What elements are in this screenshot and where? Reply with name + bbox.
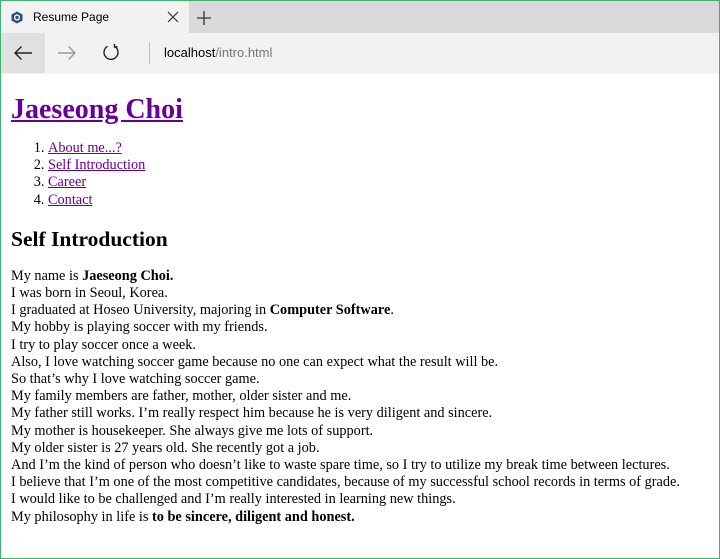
back-arrow-icon[interactable]	[1, 33, 45, 73]
tab-title: Resume Page	[33, 10, 110, 24]
intro-line: My older sister is 27 years old. She recently got a job.	[11, 439, 320, 456]
nav-link-career[interactable]: Career	[48, 174, 87, 191]
intro-text-span: .	[390, 302, 394, 319]
nav-item-self-introduction	[48, 157, 709, 174]
intro-line: My father still works. I’m really respect him because he is very diligent and sincere.	[11, 405, 493, 422]
address-path: /intro.html	[215, 45, 273, 60]
intro-line: I was born in Seoul, Korea.	[11, 285, 168, 302]
tab-strip	[1, 1, 719, 33]
intro-line: I believe that I’m one of the most competitive candidates, because of my successful school records in terms of grade.	[11, 474, 680, 491]
nav-item-career	[48, 174, 709, 191]
new-tab-plus-icon[interactable]	[193, 7, 215, 29]
name-bold: Jaeseong Choi.	[82, 267, 174, 284]
tab-resume-page[interactable]	[1, 1, 189, 33]
navigation-bar	[1, 33, 719, 74]
nav-list	[11, 140, 709, 209]
edge-favicon-icon	[11, 11, 23, 24]
intro-text	[11, 268, 709, 526]
nav-item-about	[48, 140, 709, 157]
page-content	[1, 94, 719, 526]
intro-text-span: My philosophy in life is	[11, 508, 152, 525]
nav-link-contact[interactable]: Contact	[48, 191, 93, 208]
intro-line: My family members are father, mother, older sister and me.	[11, 388, 352, 405]
address-host: localhost	[164, 45, 216, 60]
major-bold: Computer Software	[269, 302, 391, 319]
intro-line: Also, I love watching soccer game because no one can expect what the result will be.	[11, 353, 499, 370]
refresh-icon[interactable]	[89, 33, 133, 73]
nav-link-self-introduction[interactable]: Self Introduction	[48, 157, 146, 174]
intro-text-span: I graduated at Hoseo University, majoring in	[11, 302, 270, 319]
intro-line: My mother is housekeeper. She always give me lots of support.	[11, 422, 374, 439]
intro-text-span: My name is	[11, 267, 83, 284]
intro-line: I would like to be challenged and I’m really interested in learning new things.	[11, 491, 456, 508]
intro-line: I try to play soccer once a week.	[11, 336, 196, 353]
close-tab-icon[interactable]	[163, 7, 183, 27]
address-bar[interactable]	[164, 33, 272, 73]
section-title: Self Introduction	[11, 226, 168, 251]
intro-line: My hobby is playing soccer with my friends.	[11, 319, 268, 336]
address-separator	[149, 42, 150, 64]
intro-line: And I’m the kind of person who doesn’t like to waste spare time, so I try to utilize my break time between lectures.	[11, 457, 670, 474]
forward-arrow-icon[interactable]	[45, 33, 89, 73]
page-heading	[11, 94, 709, 126]
intro-line	[11, 268, 709, 285]
heading-link[interactable]: Jaeseong Choi	[11, 94, 183, 125]
intro-line: So that’s why I love watching soccer game.	[11, 371, 260, 388]
nav-link-about[interactable]: About me...?	[48, 140, 122, 156]
intro-line	[11, 509, 709, 526]
intro-line	[11, 302, 709, 319]
philosophy-bold: to be sincere, diligent and honest.	[152, 508, 355, 525]
nav-item-contact	[48, 192, 709, 209]
